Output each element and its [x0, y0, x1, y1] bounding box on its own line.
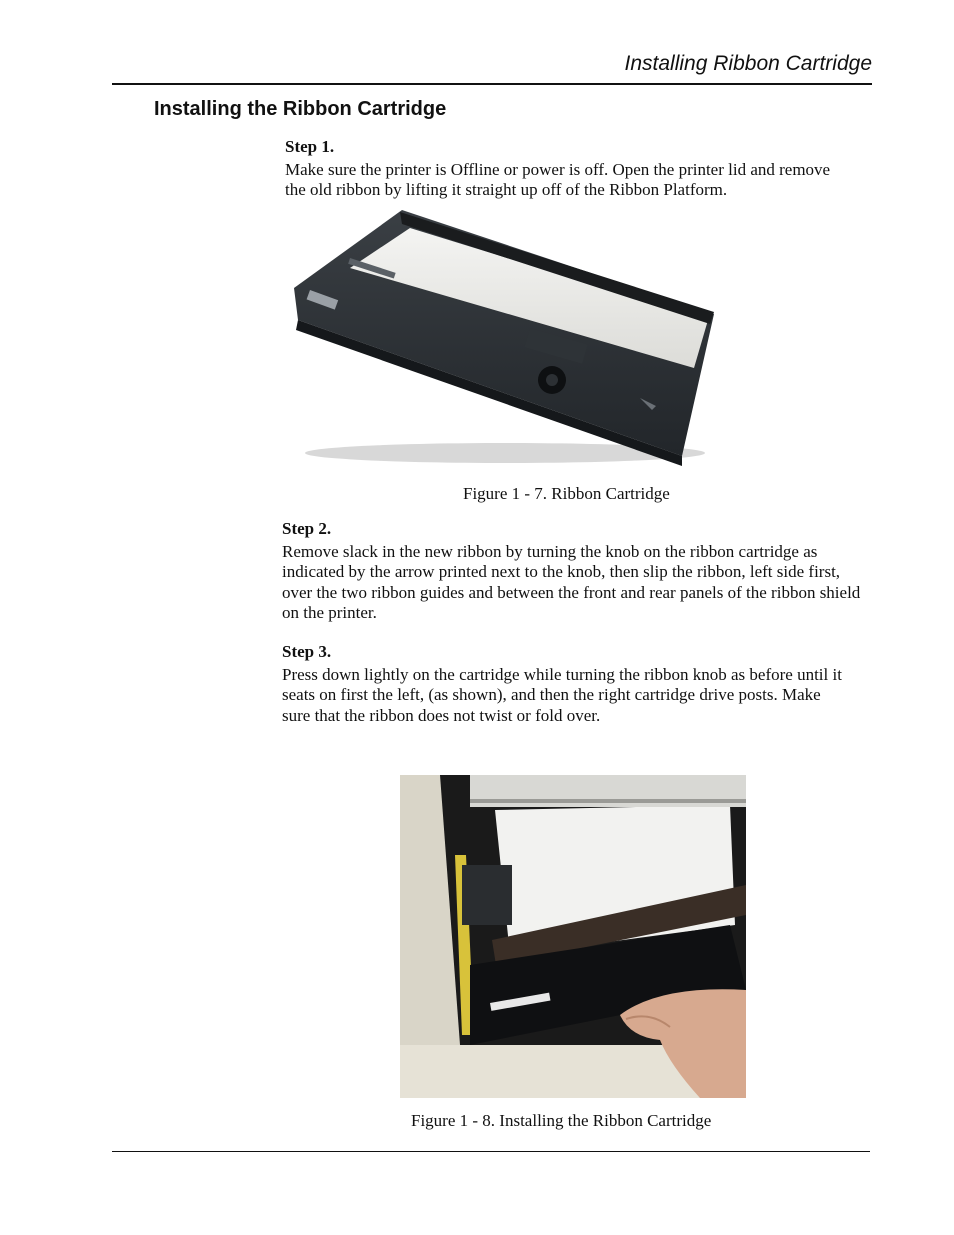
footer-rule [112, 1151, 870, 1152]
step-1-text: Make sure the printer is Offline or power is off. Open the printer lid and remove the old ribbon by lifting it straight up off of the Ribbon Platform. [285, 160, 831, 200]
figure-1-8-caption: Figure 1 - 8. Installing the Ribbon Cartridge [411, 1111, 712, 1130]
figure-1-7-caption: Figure 1 - 7. Ribbon Cartridge [463, 484, 670, 503]
step-2-text: Remove slack in the new ribbon by turning the knob on the ribbon cartridge as indicated by the arrow printed next to the knob, then slip the ribbon, left side first, over the two ribbon guides and between the front and rear panels of the ribbon shield on the printer. [282, 542, 861, 622]
section-title: Installing the Ribbon Cartridge [154, 98, 447, 120]
step-1-heading: Step 1. [285, 137, 335, 156]
step-3-heading: Step 3. [282, 642, 332, 661]
step-2-heading: Step 2. [282, 519, 332, 538]
installing-ribbon-photo [400, 775, 746, 1098]
running-header: Installing Ribbon Cartridge [624, 52, 872, 75]
step-3-text: Press down lightly on the cartridge while turning the ribbon knob as before until it seats on first the left, (as shown), and then the right cartridge drive posts. Make sure that the ribbon does not twist or fold over. [282, 665, 842, 725]
ribbon-cartridge-photo [290, 208, 720, 468]
header-rule [112, 83, 872, 85]
